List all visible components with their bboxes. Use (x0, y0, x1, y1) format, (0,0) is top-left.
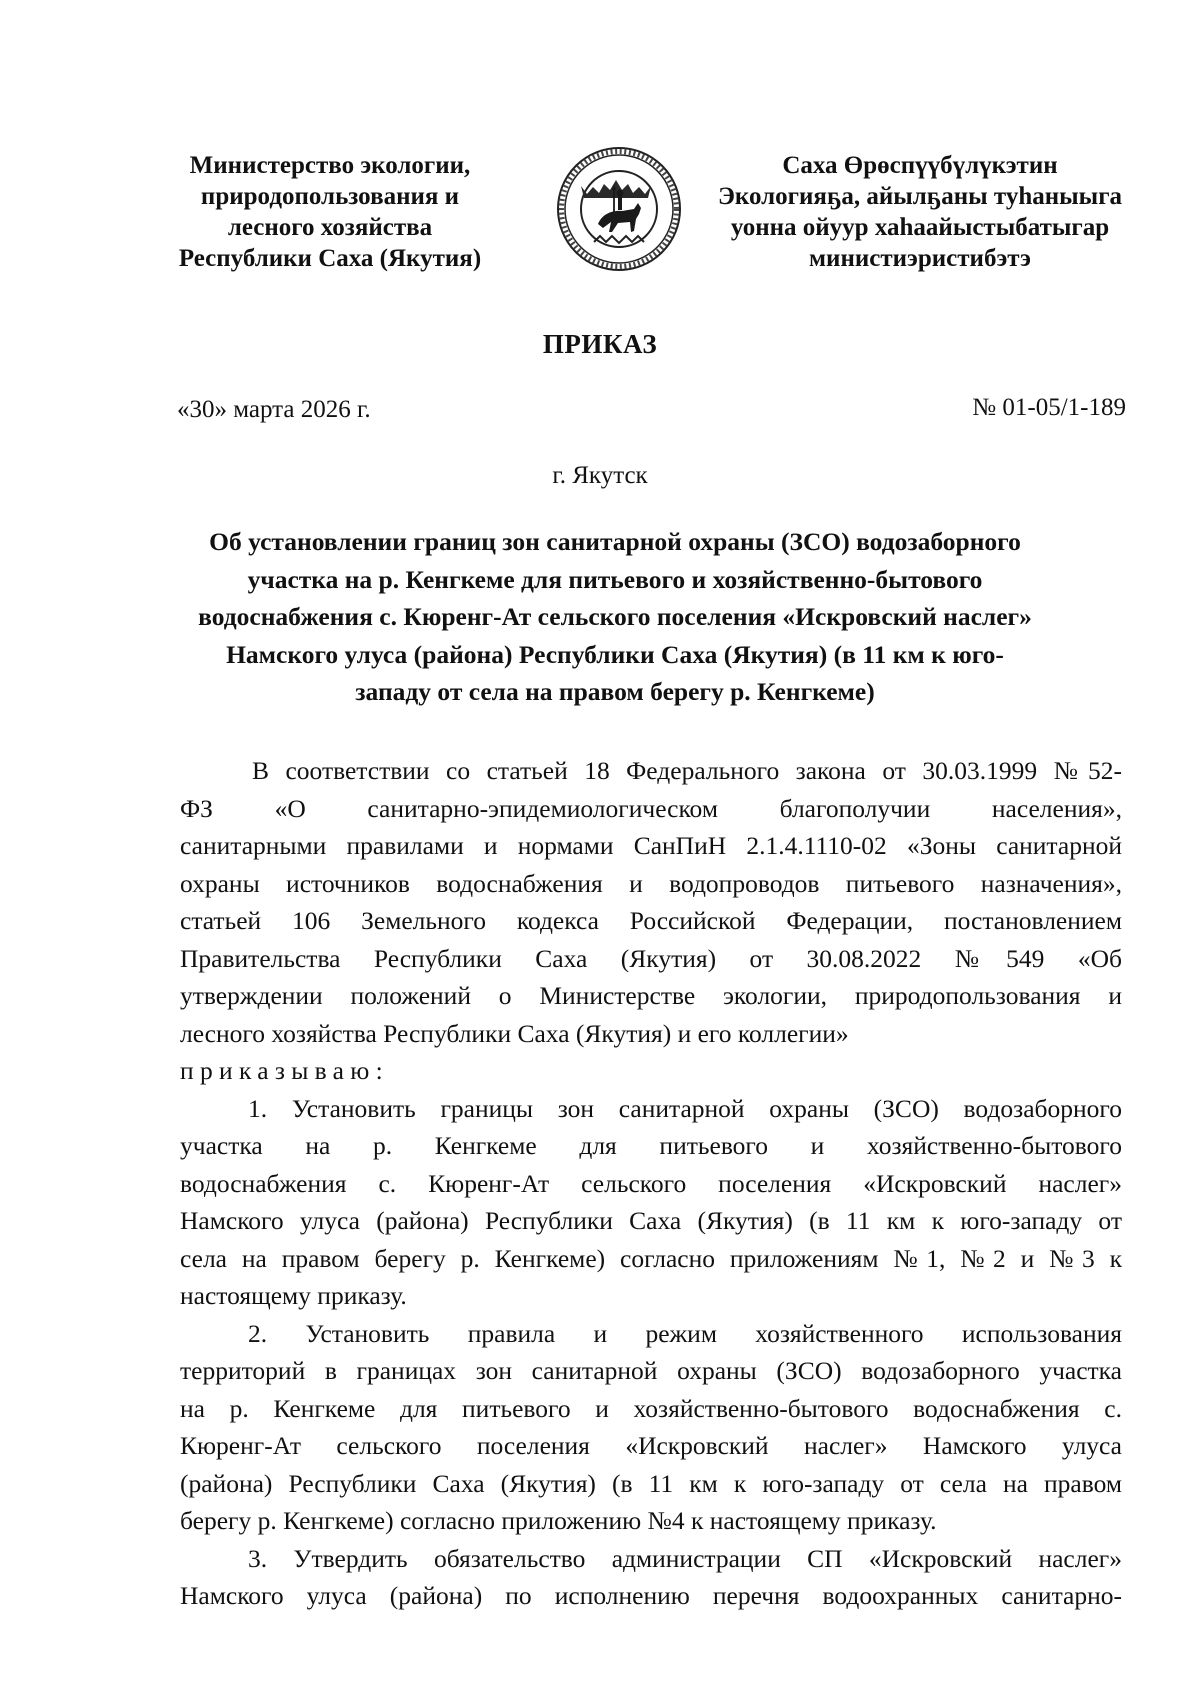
ministry-name-sakha-line: Экологияҕа, айылҕаны туһаныыга (717, 183, 1123, 210)
item1-line: села на правом берегу р. Кенгкеме) согласно приложениям №1, №2 и №3 к (180, 1243, 1122, 1273)
ministry-name-sakha-line: уонна ойуур хаһаайыстыбатыгар (730, 214, 1110, 241)
document-title: ПРИКАЗ (542, 329, 658, 359)
item2-line: (района) Республики Саха (Якутия) (в 11 км к юго-западу от села на правом (180, 1468, 1122, 1498)
subject-line: участка на р. Кенгкеме для питьевого и хозяйственно-бытового (247, 564, 983, 594)
preamble-line: Правительства Республики Саха (Якутия) от 30.08.2022 №549 «Об (180, 943, 1122, 973)
item3-line: Намского улуса (района) по исполнению перечня водоохранных санитарно- (180, 1581, 1122, 1610)
item2-line: 2. Установить правила и режим хозяйственного использования (248, 1318, 1122, 1348)
preamble-line: охраны источников водоснабжения и водопроводов питьевого назначения», (180, 868, 1122, 898)
item1-line: водоснабжения с. Кюренг-Ат сельского поселения «Искровский наслег» (180, 1168, 1122, 1198)
ministry-name-ru-line: Министерство экологии, (189, 152, 471, 179)
item3-line: 3. Утвердить обязательство администрации СП «Искровский наслег» (248, 1543, 1122, 1573)
preamble-line: утверждении положений о Министерстве экологии, природопользования и (180, 981, 1122, 1010)
ministry-name-sakha (700, 150, 1140, 274)
preamble-line: В соответствии со статьей 18 Федерального закона от 30.03.1999 №52- (252, 756, 1122, 785)
coat-of-arms-emblem (556, 146, 682, 272)
item2-line: территорий в границах зон санитарной охраны (ЗСО) водозаборного участка (180, 1356, 1122, 1385)
ministry-name-ru (150, 150, 510, 274)
ministry-name-ru-line: Республики Саха (Якутия) (178, 245, 482, 272)
document-city: г. Якутск (552, 462, 648, 489)
order-word: приказываю: (180, 1056, 390, 1085)
subject-line: Намского улуса (района) Республики Саха (Якутия) (в 11 км к юго- (226, 639, 1004, 669)
item2-line: на р. Кенгкеме для питьевого и хозяйственно-бытового водоснабжения с. (180, 1393, 1122, 1423)
item1-line: участка на р. Кенгкеме для питьевого и хозяйственно-бытового (180, 1131, 1122, 1160)
item1-line: настоящему приказу. (180, 1281, 407, 1310)
document-subject (150, 523, 1080, 711)
subject-line: западу от села на правом берегу р. Кенгкеме) (355, 677, 875, 706)
item2-line: Кюренг-Ат сельского поселения «Искровский наслег» Намского улуса (180, 1431, 1122, 1460)
item1-line: 1. Установить границы зон санитарной охраны (ЗСО) водозаборного (248, 1093, 1122, 1123)
ministry-name-sakha-line: министиэристибэтэ (809, 245, 1031, 272)
document-number: № 01-05/1-189 (972, 394, 1126, 421)
preamble-line: лесного хозяйства Республики Саха (Якутия) и его коллегии» (180, 1018, 849, 1048)
subject-line: водоснабжения с. Кюренг-Ат сельского поселения «Искровский наслег» (198, 602, 1032, 631)
preamble-line: статьей 106 Земельного кодекса Российской Федерации, постановлением (180, 906, 1122, 935)
ministry-name-ru-line: природопользования и (200, 183, 460, 210)
item1-line: Намского улуса (района) Республики Саха (Якутия) (в 11 км к юго-западу от (180, 1206, 1122, 1235)
ministry-name-ru-line: лесного хозяйства (227, 214, 433, 241)
subject-line: Об установлении границ зон санитарной охраны (ЗСО) водозаборного (209, 527, 1021, 556)
preamble-line: ФЗ «О санитарно-эпидемиологическом благополучии населения», (180, 793, 1122, 823)
ministry-name-sakha-line: Саха Өрөспүүбүлүкэтин (782, 152, 1058, 179)
document-date: «30» марта 2026 г. (177, 396, 371, 423)
preamble-line: санитарными правилами и нормами СанПиН 2.1.4.1110-02 «Зоны санитарной (180, 831, 1122, 860)
document-body (180, 752, 1122, 1615)
item2-line: берегу р. Кенгкеме) согласно приложению №4 к настоящему приказу. (180, 1506, 937, 1535)
